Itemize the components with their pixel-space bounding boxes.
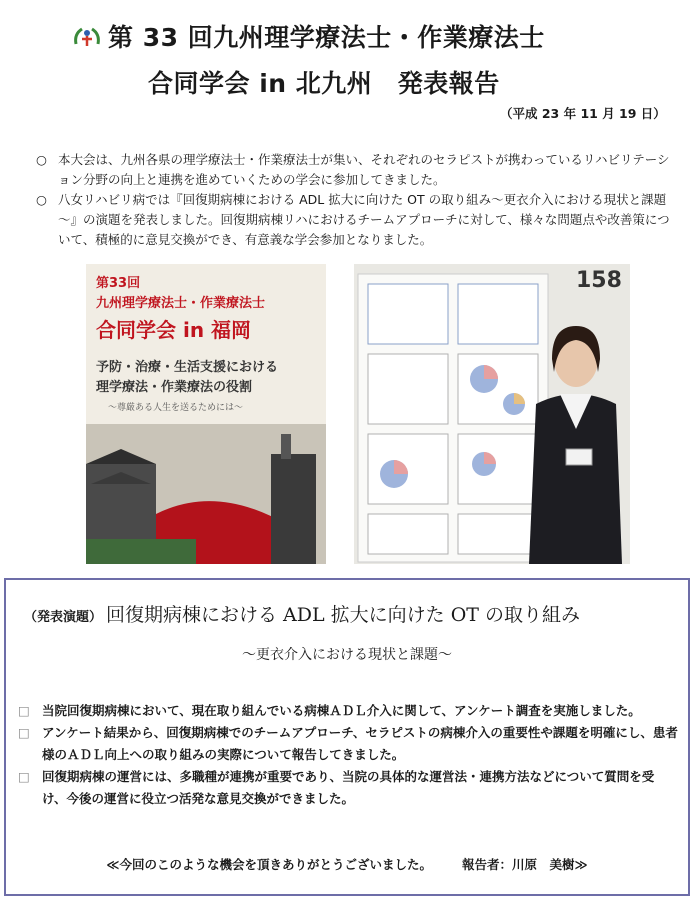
- closing-thanks: ≪今回のこのような機会を頂きありがとうございました。: [106, 857, 432, 872]
- intro-section: [36, 150, 676, 250]
- list-item: [18, 722, 678, 766]
- intro-text: 八女リハビリ病では『回復期病棟における ADL 拡大に向けた OT の取り組み～更衣介入における現状と課題～』の演題を発表しました。回復期病棟リハにおけるチームアプローチに対して、様々な問題点や改善策について、積極的に意見交換ができ、有意義な学会参加となりました。: [58, 192, 670, 247]
- report-title-line1: 第 33 回九州理学療法士・作業療法士: [108, 23, 545, 52]
- presentation-box: [4, 578, 690, 896]
- poster-board-illustration: [354, 264, 630, 564]
- presentation-title-text: 回復期病棟における ADL 拡大に向けた OT の取り組み: [106, 604, 580, 626]
- list-item: [18, 766, 678, 810]
- square-bullet-icon: □: [18, 703, 30, 718]
- intro-text: 本大会は、九州各県の理学療法士・作業療法士が集い、それぞれのセラピストが携わっているリハビリテーション分野の向上と連携を進めていくための学会に参加してきました。: [58, 152, 670, 187]
- presenter-photo: [354, 264, 630, 564]
- castle-scene-illustration: [86, 424, 326, 564]
- closing-remark: [6, 855, 688, 873]
- report-title-line2: 合同学会 in 北九州 発表報告: [148, 69, 500, 98]
- intro-item: [36, 190, 676, 250]
- presentation-title: [24, 600, 580, 627]
- square-bullet-icon: □: [18, 769, 30, 784]
- poster-line: 九州理学療法士・作業療法士: [96, 296, 266, 311]
- square-bullet-icon: □: [18, 725, 30, 740]
- list-item-text: アンケート結果から、回復期病棟でのチームアプローチ、セラピストの病棟介入の重要性や課題を明確にし、患者様のＡＤＬ向上への取り組みの実際について報告してきました。: [42, 725, 678, 762]
- reporter-name: 報告者：川原 美樹≫: [462, 857, 588, 872]
- list-item: [18, 700, 678, 722]
- poster-line: 合同学会 in 福岡: [96, 318, 252, 342]
- poster-line: 予防・治療・生活支援における: [96, 360, 279, 375]
- circle-bullet-icon: ○: [36, 152, 47, 167]
- poster-line: 理学療法・作業療法の役割: [96, 380, 253, 395]
- conference-poster-image: [86, 264, 326, 564]
- board-number: 158: [576, 268, 622, 293]
- presentation-subtitle: ～更衣介入における現状と課題～: [242, 647, 452, 663]
- circle-bullet-icon: ○: [36, 192, 47, 207]
- presentation-label: （発表演題）: [24, 610, 103, 625]
- list-item-text: 回復期病棟の運営には、多職種が連携が重要であり、当院の具体的な運営法・連携方法などについて質問を受け、今後の運営に役立つ活発な意見交換ができました。: [42, 769, 655, 806]
- list-item-text: 当院回復期病棟において、現在取り組んでいる病棟ＡＤＬ介入に関して、アンケート調査を実施しました。: [42, 703, 641, 718]
- poster-line: ～尊厳ある人生を送るためには～: [108, 403, 244, 413]
- report-date: （平成 23 年 11 月 19 日）: [500, 106, 666, 121]
- poster-line: 第33回: [96, 276, 141, 291]
- intro-item: [36, 150, 676, 190]
- presentation-items: [18, 700, 678, 810]
